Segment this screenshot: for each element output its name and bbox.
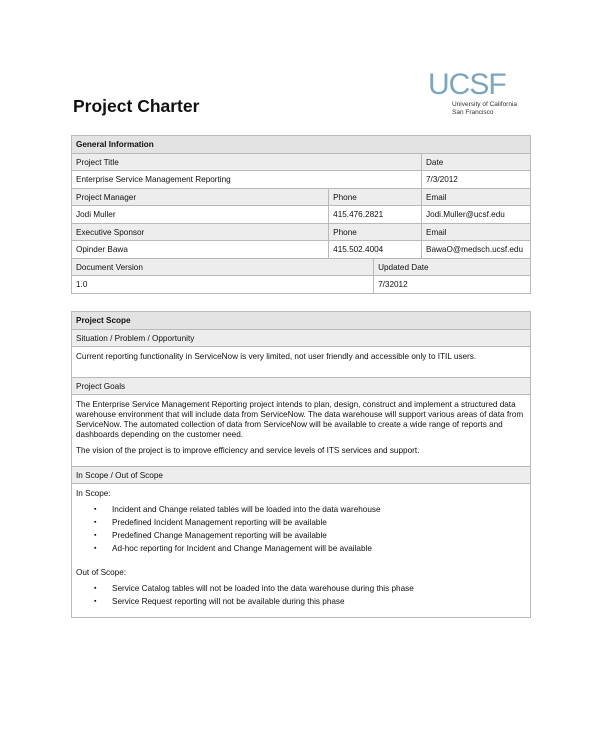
updated-date-label: Updated Date	[374, 259, 531, 276]
list-item: ▪ Ad-hoc reporting for Incident and Change Management will be available	[94, 542, 526, 555]
list-item: ▪ Incident and Change related tables will be loaded into the data warehouse	[94, 503, 526, 516]
list-item: ▪ Predefined Incident Management reporting will be available	[94, 516, 526, 529]
list-item: ▪ Service Request reporting will not be available during this phase	[94, 595, 526, 608]
out-of-scope-label: Out of Scope:	[76, 568, 127, 577]
document-version-label: Document Version	[72, 259, 374, 276]
project-title-label: Project Title	[72, 154, 422, 171]
general-information-table	[71, 135, 531, 294]
ucsf-logo	[428, 70, 538, 117]
executive-sponsor-value: Opinder Bawa	[72, 241, 329, 259]
page-title: Project Charter	[73, 96, 200, 116]
project-scope-table	[71, 311, 531, 618]
ucsf-logo-text: UCSF	[428, 68, 506, 101]
project-goals-text: The Enterprise Service Management Reporting project intends to plan, design, construct and implement a structured data warehouse environment that will include data from ServiceNow. The data warehouse will support various areas of data from ServiceNow. The automated collection of data from ServiceNow will be available to create a wide range of reports and dashboards depending on the customer need.	[76, 400, 524, 439]
executive-sponsor-label: Executive Sponsor	[72, 224, 329, 241]
updated-date-value: 7/32012	[374, 276, 531, 294]
in-scope-list	[94, 503, 526, 555]
in-out-scope-cell	[72, 484, 531, 618]
pm-email-value: Jodi.Muller@ucsf.edu	[421, 206, 530, 224]
ucsf-logo-subtitle: University of California San Francisco	[452, 101, 518, 116]
pm-phone-value: 415.476.2821	[329, 206, 422, 224]
situation-text-cell	[72, 347, 531, 378]
date-label: Date	[421, 154, 530, 171]
sponsor-email-label: Email	[421, 224, 530, 241]
general-information-heading: General Information	[72, 136, 531, 154]
date-value: 7/3/2012	[421, 171, 530, 189]
project-manager-label: Project Manager	[72, 189, 329, 206]
sponsor-phone-value: 415.502.4004	[329, 241, 422, 259]
sponsor-email-value: BawaO@medsch.ucsf.edu	[421, 241, 530, 259]
pm-email-label: Email	[421, 189, 530, 206]
situation-label: Situation / Problem / Opportunity	[72, 330, 531, 347]
list-item: ▪ Predefined Change Management reporting will be available	[94, 529, 526, 542]
document-version-value: 1.0	[72, 276, 374, 294]
situation-text: Current reporting functionality in ServiceNow is very limited, not user friendly and accessible only to ITIL users.	[76, 352, 477, 361]
pm-phone-label: Phone	[329, 189, 422, 206]
in-scope-label: In Scope:	[76, 489, 111, 498]
project-manager-value: Jodi Muller	[72, 206, 329, 224]
project-scope-heading: Project Scope	[72, 312, 531, 330]
list-item: ▪ Service Catalog tables will not be loaded into the data warehouse during this phase	[94, 582, 526, 595]
sponsor-phone-label: Phone	[329, 224, 422, 241]
project-goals-label: Project Goals	[72, 378, 531, 395]
ucsf-logo-mark	[428, 70, 538, 100]
out-of-scope-list	[94, 582, 526, 608]
project-vision-text: The vision of the project is to improve efficiency and service levels of ITS services and support.	[76, 446, 420, 455]
project-goals-cell	[72, 395, 531, 467]
project-title-value: Enterprise Service Management Reporting	[72, 171, 422, 189]
in-out-scope-label: In Scope / Out of Scope	[72, 467, 531, 484]
